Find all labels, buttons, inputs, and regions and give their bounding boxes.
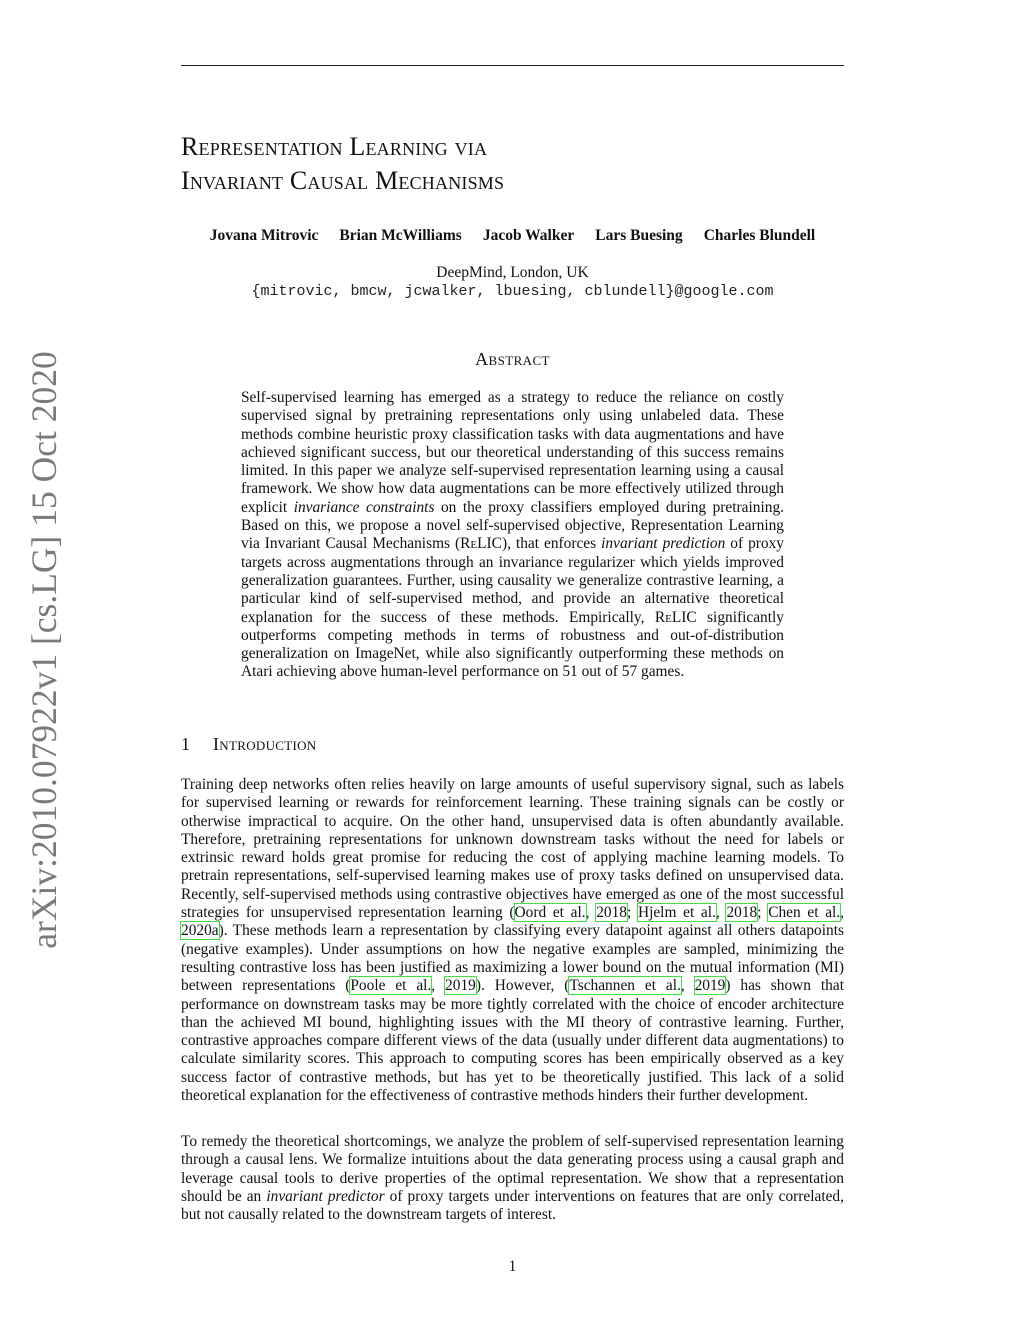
- arxiv-identifier[interactable]: arXiv:2010.07922v1 [cs.LG] 15 Oct 2020: [24, 351, 64, 949]
- author-name: Jovana Mitrovic: [209, 227, 319, 244]
- paragraph-emphasis: invariant predictor: [266, 1187, 385, 1205]
- affiliation: DeepMind, London, UK: [436, 264, 589, 281]
- intro-paragraph-2: [181, 1133, 844, 1224]
- paragraph-text: ,: [431, 977, 446, 995]
- abstract-text: ), that enforces: [501, 535, 602, 553]
- paper-title: [181, 130, 844, 198]
- citation-link[interactable]: Oord et al.: [514, 904, 586, 922]
- paragraph-text: ,: [715, 904, 727, 922]
- citation-link[interactable]: 2019: [694, 977, 726, 995]
- page-number: 1: [508, 1258, 517, 1275]
- paragraph-text: ). However, (: [475, 977, 570, 995]
- citation-link[interactable]: 2020a: [181, 922, 219, 940]
- author-list: [181, 226, 844, 246]
- author-name: Charles Blundell: [703, 227, 816, 244]
- paragraph-text: ,: [585, 904, 597, 922]
- citation-link[interactable]: 2018: [596, 904, 627, 922]
- title-line-2: Invariant Causal Mechanisms: [181, 166, 505, 195]
- paragraph-text: To remedy the theoretical shortcomings, we analyze the problem of self-supervised representation learning through a causal lens. We formalize intuitions about the data generating process using a causal graph and leverage causal tools to derive properties of the optimal representation. We show that a representation should be an: [181, 1133, 844, 1205]
- paragraph-text: ,: [680, 977, 695, 995]
- author-name: Jacob Walker: [482, 227, 575, 244]
- abstract-body: [241, 389, 784, 682]
- citation-link[interactable]: Chen et al.: [768, 904, 841, 922]
- abstract-text: of proxy targets across augmentations through an invariance regularizer which yields improved generalization guarantees. Further, using causality we generalize contrastive learning, a particular kind of self-supervised method, and provide an alternative theoretical explanation for the success of these methods. Empirically,: [241, 535, 784, 626]
- abstract-emphasis: invariant prediction: [601, 535, 726, 553]
- paragraph-text: Training deep networks often relies heavily on large amounts of useful supervisory signal, such as labels for supervised learning or rewards for reinforcement learning. These training signals can be costly or otherwise impractical to acquire. On the other hand, unsupervised data is often abundantly available. Therefore, pretraining representations for unknown downstream tasks without the need for labels or extrinsic reward holds great promise for reducing the cost of applying machine learning models. To pretrain representations, self-supervised learning makes use of proxy tasks defined on unsupervised data. Recently, self-supervised methods using contrastive objectives have emerged as one of the most successful strategies for unsupervised representation learning (: [181, 776, 844, 922]
- title-line-1: Representation Learning via: [181, 132, 488, 161]
- abstract-text: significantly outperforms competing methods in terms of robustness and out-of-distribution generalization on ImageNet, while also significantly outperforming these methods on Atari achieving above human-level performance on 51 out of 57 games.: [241, 608, 784, 681]
- paragraph-text: ) has shown that performance on downstream tasks may be more tightly correlated with the choice of encoder architecture than the achieved MI bound, highlighting issues with the MI theory of contrastive learning. Further, contrastive approaches compare different views of the data (usually under different data augmentations) to calculate similarity scores. This approach to computing scores has been empirically observed as a key success factor of contrastive methods, but has yet to be theoretically justified. This lack of a solid theoretical explanation for the effectiveness of contrastive methods hinders their further development.: [181, 977, 844, 1105]
- citation-link[interactable]: Hjelm et al.: [637, 904, 716, 922]
- section-heading-introduction: [181, 733, 844, 755]
- citation-link[interactable]: Poole et al.: [350, 977, 432, 995]
- abstract-text: on the proxy classifiers employed during pretraining. Based on this, we propose a novel self-supervised objective, Representation Learning via Invariant Causal Mechanisms (: [241, 498, 784, 553]
- abstract-text: Self-supervised learning has emerged as a strategy to reduce the reliance on costly supervised signal by pretraining representations only using unlabeled data. These methods combine heuristic proxy classification tasks with data augmentations and have achieved significant success, but our theoretical understanding of this success remains limited. In this paper we analyze self-supervised representation learning using a causal framework. We show how data augmentations can be more effectively utilized through explicit: [241, 389, 784, 516]
- paragraph-text: ,: [840, 904, 845, 922]
- intro-paragraph-1: [181, 776, 844, 1105]
- method-name-relic: ReLIC: [460, 535, 502, 553]
- paragraph-text: ;: [757, 904, 769, 922]
- citation-link[interactable]: 2019: [445, 977, 476, 995]
- citation-link[interactable]: Tschannen et al.: [569, 977, 681, 995]
- author-name: Lars Buesing: [595, 227, 683, 244]
- top-rule: [181, 65, 844, 66]
- section-number: 1: [181, 734, 191, 754]
- method-name-relic: ReLIC: [654, 608, 697, 626]
- section-title: Introduction: [213, 734, 317, 754]
- paragraph-text: ). These methods learn a representation by classifying every datapoint against all others datapoints (negative examples). Under assumptions on how the negative examples are sampled, minimizing the resulting contrastive loss has been justified as maximizing a lower bound on the mutual information (MI) between representations (: [181, 922, 844, 995]
- author-name: Brian McWilliams: [339, 227, 462, 244]
- abstract-heading: Abstract: [475, 349, 550, 369]
- paragraph-text: of proxy targets under interventions on features that are only correlated, but not causally related to the downstream targets of interest.: [181, 1187, 844, 1224]
- paragraph-text: ;: [626, 904, 638, 922]
- citation-link[interactable]: 2018: [726, 904, 758, 922]
- author-emails: {mitrovic, bmcw, jcwalker, lbuesing, cblundell}@google.com: [251, 283, 774, 300]
- abstract-emphasis: invariance constraints: [293, 498, 435, 516]
